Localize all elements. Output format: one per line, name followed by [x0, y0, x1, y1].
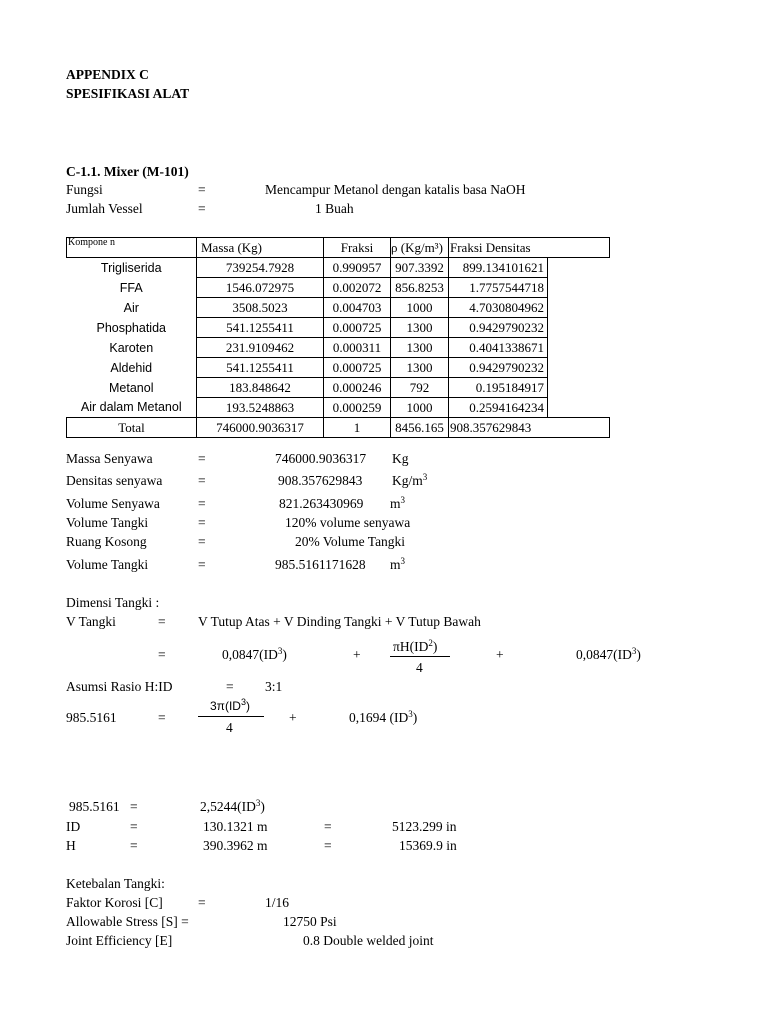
table-row [67, 298, 610, 318]
formula-term-0-1694: 0,1694 $(ID^3)$ [349, 709, 418, 725]
cell-fraksi: 0.000725 [324, 318, 391, 338]
cell-massa: 1546.072975 [197, 278, 324, 298]
prop-equals: = [198, 451, 206, 466]
fraction-bar [390, 656, 450, 657]
formula-term-tutup-bawah: $0,0847(ID^3)$ [576, 646, 641, 662]
joint-label: Joint Efficiency [E] [66, 933, 173, 948]
stress-value: 12750 Psi [283, 914, 337, 929]
formula-plus: + [496, 647, 504, 662]
header-fraksi: Fraksi [324, 238, 391, 258]
vtangki-equals: = [158, 614, 166, 629]
asumsi-value: 3:1 [265, 679, 283, 694]
cell-fraksi: 0.000246 [324, 378, 391, 398]
fungsi-equals: = [198, 182, 206, 197]
prop-equals: = [198, 515, 206, 530]
header-komponen: Kompone n [67, 238, 197, 258]
stress-label: Allowable Stress [S] = [66, 914, 189, 929]
prop-label: Volume Tangki [66, 515, 149, 530]
prop-label: Volume Senyawa [66, 496, 160, 511]
cell-massa: 183.848642 [197, 378, 324, 398]
cell-fraksi: 0.004703 [324, 298, 391, 318]
korosi-value: 1/16 [265, 895, 290, 910]
fungsi-value: Mencampur Metanol dengan katalis basa NaOH [265, 182, 526, 197]
id-value-in: 5123.299 in [392, 819, 457, 834]
prop-label: Massa Senyawa [66, 451, 153, 466]
korosi-label: Faktor Korosi [C] [66, 895, 163, 910]
cell-total-fraksi: 1 [324, 418, 391, 438]
prop-equals: = [198, 473, 206, 488]
cell-rho: 1000 [391, 398, 449, 418]
cell-fraksi-densitas: 0.4041338671 [449, 338, 548, 358]
cell-total-massa: 746000.9036317 [197, 418, 324, 438]
h-value-in: 15369.9 in [399, 838, 457, 853]
equation-equals: = [158, 710, 166, 725]
header-rho: ρ (Kg/m³) [391, 238, 449, 258]
result-lhs: 985.5161 [69, 799, 120, 814]
asumsi-label: Asumsi Rasio H:ID [66, 679, 173, 694]
prop-unit: $Kg/m^3$ [392, 472, 428, 488]
prop-label: Ruang Kosong [66, 534, 147, 549]
asumsi-equals: = [226, 679, 234, 694]
h-equals: = [130, 838, 138, 853]
korosi-equals: = [198, 895, 206, 910]
cell-fraksi-densitas: 0.2594164234 [449, 398, 548, 418]
cell-komponen: Karoten [109, 340, 154, 355]
prop-value: 746000.9036317 [275, 451, 367, 466]
header-massa: Massa (Kg) [197, 238, 324, 258]
cell-fraksi-densitas: 0.9429790232 [449, 318, 548, 338]
vtangki-formula: V Tutup Atas + V Dinding Tangki + V Tutup Bawah [198, 614, 481, 629]
prop-equals: = [198, 496, 206, 511]
cell-rho: 907.3392 [391, 258, 449, 278]
cell-rho: 792 [391, 378, 449, 398]
id-value-m: 130.1321 m [203, 819, 268, 834]
cell-rho: 856.8253 [391, 278, 449, 298]
formula-3pi-denominator: 4 [226, 720, 233, 735]
cell-komponen: Phosphatida [96, 320, 166, 335]
fungsi-label: Fungsi [66, 182, 103, 197]
cell-fraksi: 0.000259 [324, 398, 391, 418]
vessel-equals: = [198, 201, 206, 216]
table-row [67, 318, 610, 338]
table-row [67, 378, 610, 398]
cell-fraksi-densitas: 899.134101621 [449, 258, 548, 278]
id-equals: = [130, 819, 138, 834]
cell-massa: 541.1255411 [197, 318, 324, 338]
prop-equals: = [198, 534, 206, 549]
appendix-title: APPENDIX C [66, 67, 149, 82]
cell-massa: 541.1255411 [197, 358, 324, 378]
cell-komponen: Trigliserida [100, 260, 162, 275]
prop-value: 120% volume senyawa [285, 515, 411, 530]
fraction-bar [198, 716, 264, 717]
prop-value: 821.263430969 [279, 496, 364, 511]
header-fraksi-densitas: Fraksi Densitas [449, 238, 548, 258]
cell-komponen: Air dalam Metanol [80, 400, 182, 415]
h-label: H [66, 838, 76, 853]
prop-unit: $m^3$ [390, 556, 406, 572]
cell-fraksi-densitas: 1.7757544718 [449, 278, 548, 298]
cell-massa: 739254.7928 [197, 258, 324, 278]
cell-massa: 3508.5023 [197, 298, 324, 318]
id-label: ID [66, 819, 81, 834]
prop-label: Densitas senyawa [66, 473, 163, 488]
cell-rho: 1300 [391, 338, 449, 358]
cell-komponen: Aldehid [110, 360, 153, 375]
dimensi-title: Dimensi Tangki : [66, 595, 160, 610]
appendix-subtitle: SPESIFIKASI ALAT [66, 86, 190, 101]
formula-dinding-denominator: 4 [416, 660, 423, 675]
formula-plus: + [289, 710, 297, 725]
prop-unit: Kg [392, 451, 409, 466]
result-value: $2,5244(ID^3)$ [200, 798, 265, 814]
vtangki-label: V Tangki [66, 614, 116, 629]
vessel-value: 1 Buah [315, 201, 354, 216]
cell-total-fraksi-densitas: 908.357629843 [449, 418, 548, 438]
equation-lhs: 985.5161 [66, 710, 117, 725]
cell-fraksi: 0.000725 [324, 358, 391, 378]
result-equals: = [130, 799, 138, 814]
cell-fraksi: 0.002072 [324, 278, 391, 298]
formula-equals: = [158, 647, 166, 662]
cell-fraksi-densitas: 4.7030804962 [449, 298, 548, 318]
prop-label: Volume Tangki [66, 557, 149, 572]
cell-fraksi-densitas: 0.9429790232 [449, 358, 548, 378]
table-row [67, 278, 610, 298]
cell-rho: 1000 [391, 298, 449, 318]
id-equals-2: = [324, 819, 332, 834]
cell-rho: 1300 [391, 318, 449, 338]
table-row [67, 258, 610, 278]
cell-rho: 1300 [391, 358, 449, 378]
cell-fraksi: 0.990957 [324, 258, 391, 278]
section-title: C-1.1. Mixer (M-101) [66, 164, 189, 179]
formula-dinding-numerator: $\pi H(ID^2)$ [393, 638, 438, 654]
cell-massa: 231.9109462 [197, 338, 324, 358]
cell-komponen: FFA [119, 280, 143, 295]
table-row [67, 338, 610, 358]
vessel-label: Jumlah Vessel [66, 201, 143, 216]
formula-plus: + [353, 647, 361, 662]
cell-massa: 193.5248863 [197, 398, 324, 418]
cell-total-label: Total [67, 418, 197, 438]
prop-value: 20% Volume Tangki [295, 534, 406, 549]
cell-total-rho: 8456.165 [391, 418, 449, 438]
h-value-m: 390.3962 m [203, 838, 268, 853]
cell-komponen: Air [123, 300, 139, 315]
prop-equals: = [198, 557, 206, 572]
prop-value: 985.5161171628 [275, 557, 366, 572]
joint-value: 0.8 Double welded joint [303, 933, 434, 948]
cell-komponen: Metanol [109, 380, 154, 395]
cell-fraksi-densitas: 0.195184917 [449, 378, 548, 398]
cell-fraksi: 0.000311 [324, 338, 391, 358]
formula-term-tutup-atas: $0,0847(ID^3)$ [222, 646, 287, 662]
prop-value: 908.357629843 [278, 473, 363, 488]
h-equals-2: = [324, 838, 332, 853]
table-row [67, 358, 610, 378]
component-table [66, 237, 610, 438]
prop-unit: $m^3$ [390, 495, 406, 511]
table-total-row [67, 418, 610, 438]
table-row [67, 398, 610, 418]
formula-3pi-numerator: $3\pi(ID^3)$ [210, 697, 250, 713]
ketebalan-title: Ketebalan Tangki: [66, 876, 165, 891]
